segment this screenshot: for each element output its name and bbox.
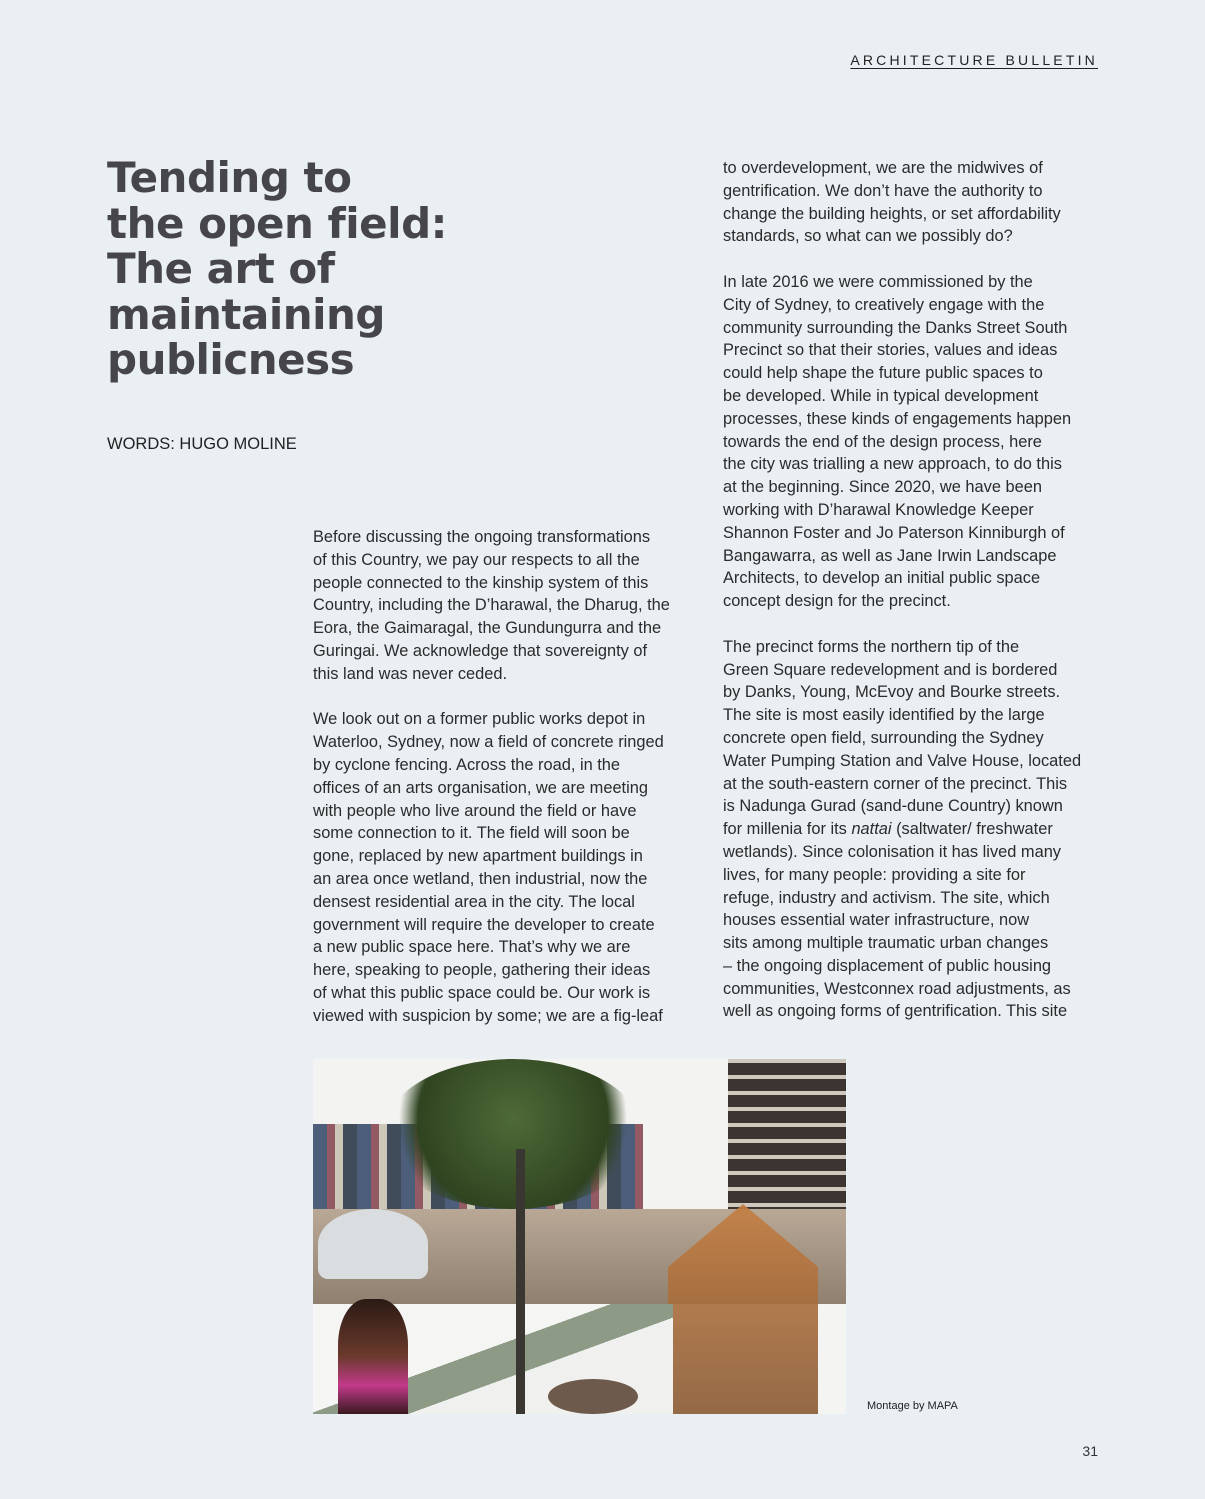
text-line: densest residential area in the city. The local <box>313 892 635 911</box>
text-line: by Danks, Young, McEvoy and Bourke streets. <box>723 683 1061 702</box>
paragraph <box>313 708 670 1027</box>
text-line: Bangawarra, as well as Jane Irwin Landscape <box>723 546 1057 565</box>
text-line: of what this public space could be. Our work is <box>313 983 651 1002</box>
byline: WORDS: HUGO MOLINE <box>107 435 297 453</box>
text-line: this land was never ceded. <box>313 664 508 683</box>
text-line: government will require the developer to create <box>313 915 655 934</box>
body-column-left <box>313 526 670 1050</box>
text-line: could help shape the future public spaces to <box>723 364 1043 383</box>
text-line: concept design for the precinct. <box>723 592 951 611</box>
text-line: sits among multiple traumatic urban changes <box>723 934 1049 953</box>
text-line: with people who live around the field or have <box>313 801 637 820</box>
text-line: community surrounding the Danks Street South <box>723 318 1068 337</box>
pizza-oven <box>318 1209 428 1279</box>
text-line: Water Pumping Station and Valve House, located <box>723 751 1082 770</box>
text-line: houses essential water infrastructure, now <box>723 911 1030 930</box>
title-line: The art of <box>107 244 335 293</box>
text-line: by cyclone fencing. Across the road, in the <box>313 755 621 774</box>
text-line: Before discussing the ongoing transformations <box>313 528 651 546</box>
text-line: In late 2016 we were commissioned by the <box>723 272 1033 291</box>
text-line: Green Square redevelopment and is bordered <box>723 660 1058 679</box>
text-line: of this Country, we pay our respects to all the <box>313 550 640 569</box>
text-line: here, speaking to people, gathering their ideas <box>313 961 651 980</box>
text-line: at the beginning. Since 2020, we have been <box>723 478 1042 497</box>
title-line: publicness <box>107 335 355 384</box>
text-line: change the building heights, or set affordability <box>723 204 1061 223</box>
text-line: viewed with suspicion by some; we are a fig-leaf <box>313 1006 663 1025</box>
text-line: Eora, the Gaimaragal, the Gundungurra and the <box>313 619 662 638</box>
figure-caption: Montage by MAPA <box>867 1400 958 1412</box>
text-line: Architects, to develop an initial public space <box>723 569 1041 588</box>
text-line: at the south-eastern corner of the precinct. This <box>723 774 1068 793</box>
text-line: offices of an arts organisation, we are meeting <box>313 778 648 797</box>
text-line: Waterloo, Sydney, now a field of concrete ringed <box>313 733 664 752</box>
text-line: wetlands). Since colonisation it has lived many <box>723 842 1062 861</box>
text-line: a new public space here. That’s why we are <box>313 938 631 957</box>
text-line: communities, Westconnex road adjustments, as <box>723 979 1071 998</box>
body-column-right <box>723 157 1081 1046</box>
text-line: is Nadunga Gurad (sand-dune Country) known <box>723 797 1063 816</box>
paragraph <box>723 157 1081 248</box>
paragraph <box>313 526 670 686</box>
tree-canopy <box>383 1059 643 1209</box>
montage-image <box>313 1059 846 1414</box>
tree-trunk <box>516 1149 525 1414</box>
text-line: concrete open field, surrounding the Sydney <box>723 728 1044 747</box>
text-line: be developed. While in typical development <box>723 386 1039 405</box>
title-line: maintaining <box>107 289 385 339</box>
text-line: refuge, industry and activism. The site, which <box>723 888 1050 907</box>
text-line: an area once wetland, then industrial, now the <box>313 869 648 888</box>
text-line: gentrification. We don’t have the authority to <box>723 181 1043 200</box>
text-line: people connected to the kinship system of this <box>313 573 649 592</box>
text-line: – the ongoing displacement of public housing <box>723 956 1052 975</box>
text-line: Guringai. We acknowledge that sovereignty of <box>313 641 648 660</box>
text-line: to overdevelopment, we are the midwives of <box>723 159 1043 177</box>
publication-header: ARCHITECTURE BULLETIN <box>850 52 1098 68</box>
text-line: We look out on a former public works depot in <box>313 710 646 729</box>
text-line: standards, so what can we possibly do? <box>723 227 1013 246</box>
text-line: some connection to it. The field will soon be <box>313 824 630 843</box>
text-line: well as ongoing forms of gentrification. This site <box>723 1002 1068 1021</box>
text-line: Shannon Foster and Jo Paterson Kinniburgh of <box>723 523 1065 542</box>
apartment-tower-right <box>728 1059 846 1219</box>
text-line: Precinct so that their stories, values and ideas <box>723 341 1058 360</box>
title-line: Tending to <box>107 153 352 202</box>
text-line: the city was trialling a new approach, to do this <box>723 455 1062 474</box>
text-line: Country, including the D’harawal, the Dharug, the <box>313 596 670 615</box>
person <box>338 1299 408 1414</box>
text-line: gone, replaced by new apartment buildings in <box>313 847 643 866</box>
page-number: 31 <box>1082 1443 1098 1459</box>
paragraph <box>723 636 1081 1024</box>
text-line: The precinct forms the northern tip of the <box>723 637 1020 656</box>
title-line: the open field: <box>107 198 447 248</box>
text-line: lives, for many people: providing a site for <box>723 865 1026 884</box>
manhole-cover <box>548 1379 638 1414</box>
article-title <box>107 155 447 383</box>
text-line: towards the end of the design process, here <box>723 432 1042 451</box>
text-line: City of Sydney, to creatively engage with the <box>723 295 1045 314</box>
text-line: for millenia for its nattai (saltwater/ freshwater <box>723 820 1053 839</box>
paragraph <box>723 271 1081 613</box>
text-line: The site is most easily identified by the large <box>723 706 1045 725</box>
text-line: processes, these kinds of engagements happen <box>723 409 1072 428</box>
text-line: working with D’harawal Knowledge Keeper <box>723 500 1034 519</box>
